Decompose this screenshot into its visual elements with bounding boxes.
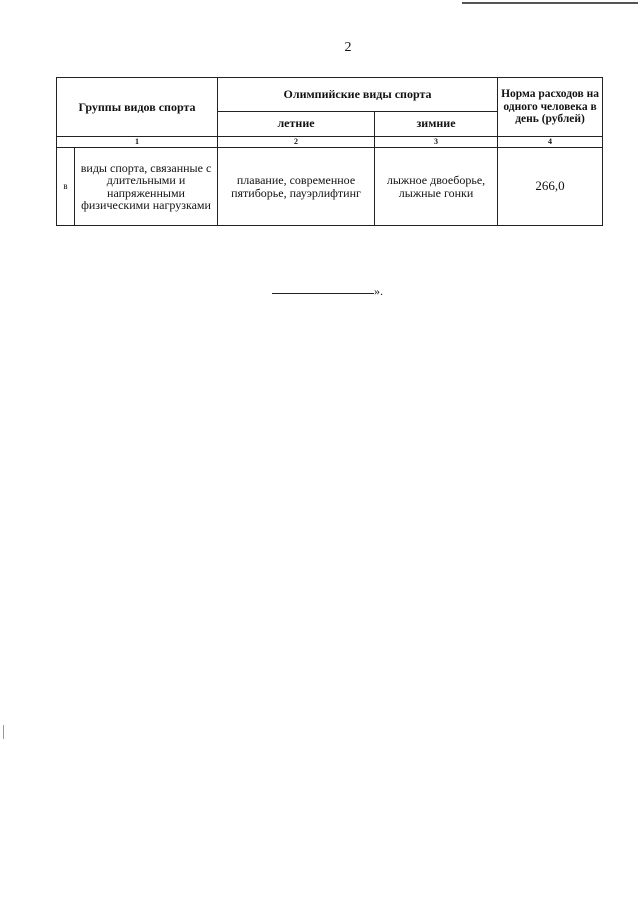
column-number: 3 (375, 137, 498, 148)
sports-norm-table (56, 77, 603, 226)
column-number: 2 (218, 137, 375, 148)
row-norm-value: 266,0 (498, 148, 603, 226)
header-sport-groups: Группы видов спорта (57, 78, 218, 137)
closing-quote-mark: ». (374, 284, 383, 298)
header-olympic-sports: Олимпийские виды спорта (218, 78, 498, 112)
page-number: 2 (344, 40, 352, 55)
top-rule (462, 2, 638, 4)
end-underline (272, 293, 374, 294)
row-summer-sports: плавание, современное пятиборье, пауэрлифтинг (218, 148, 375, 226)
header-expense-norm: Норма расходов на одного человека в день (рублей) (498, 78, 603, 137)
header-summer: летние (218, 111, 375, 136)
row-sport-group: виды спорта, связанные с длительными и напряженными физическими нагрузками (75, 148, 218, 226)
table-row (57, 148, 603, 226)
column-number: 4 (498, 137, 603, 148)
row-winter-sports: лыжное двоеборье, лыжные гонки (375, 148, 498, 226)
row-letter: в (57, 148, 75, 226)
column-number: 1 (57, 137, 218, 148)
column-number-row (57, 137, 603, 148)
header-winter: зимние (375, 111, 498, 136)
margin-scan-mark (3, 725, 4, 739)
table-header-row (57, 78, 603, 112)
